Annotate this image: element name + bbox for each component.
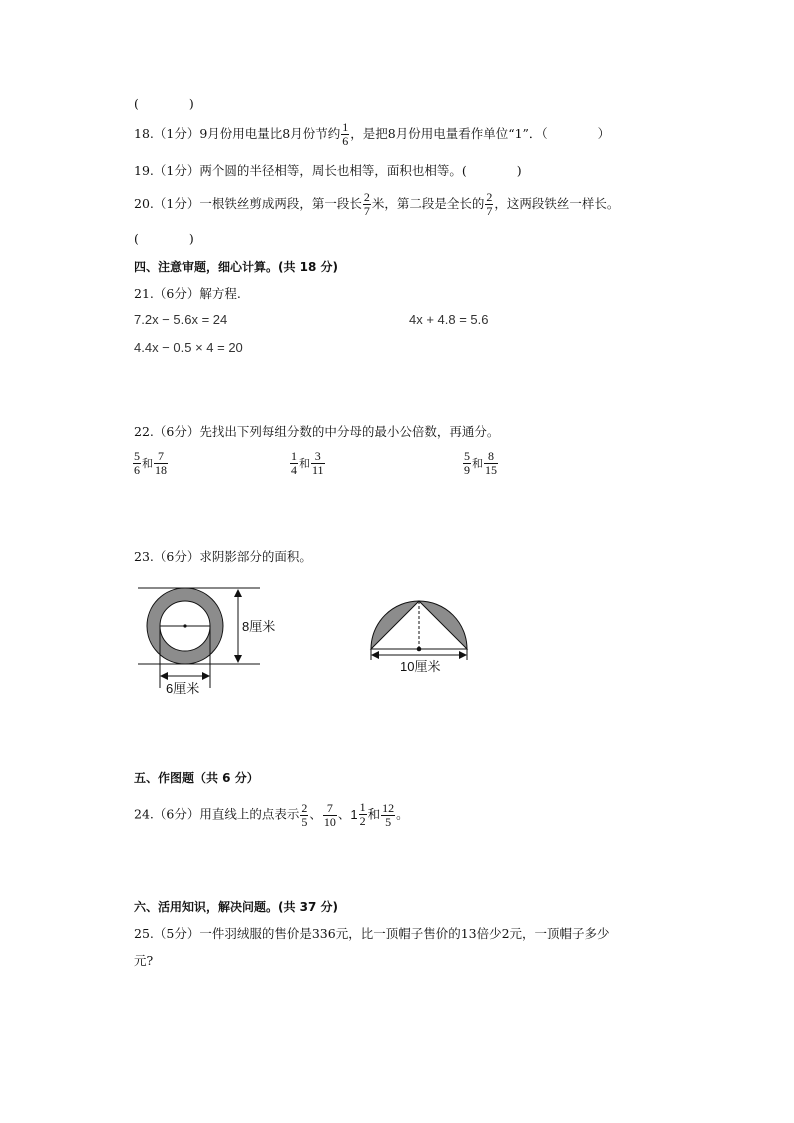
q20-f2-denominator: 7: [486, 204, 493, 218]
semicircle-center-dot: [417, 647, 422, 652]
q22-group-1: [132, 450, 169, 477]
q24-mixed-fraction: [359, 801, 367, 828]
q23-title: 23.（6分）求阴影部分的面积。: [134, 549, 312, 564]
arrow-left-icon: [160, 672, 168, 680]
q22-g3-b-numerator: 8: [484, 450, 498, 464]
arrow-up-icon: [234, 589, 242, 597]
q23-figure-semicircle: [362, 590, 482, 680]
q23-figure-ring: [130, 582, 290, 702]
q22-g1-b-numerator: 7: [154, 450, 168, 464]
q24-prefix: 24.（6分）用直线上的点表示: [134, 806, 300, 822]
semi-width-label: 10厘米: [400, 659, 441, 674]
q22-title: 22.（6分）先找出下列每组分数的中分母的最小公倍数，再通分。: [134, 424, 500, 439]
q21-equation-3: 4.4x − 0.5 × 4 = 20: [134, 340, 243, 355]
q22-g2-b-denominator: 11: [312, 463, 324, 477]
ring-height-label: 8厘米: [242, 619, 276, 634]
q18-frac-denominator: 6: [342, 134, 349, 148]
q21-equation-1: 7.2x − 5.6x = 24: [134, 312, 228, 327]
q24-fraction-1: [300, 802, 308, 829]
q24-fraction-3: [381, 802, 395, 829]
q22-g2-b-numerator: 3: [311, 450, 325, 464]
q22-g1-a-numerator: 5: [134, 449, 140, 463]
q24-sep-1: 、: [309, 806, 322, 822]
q22-g3-and: 和: [472, 457, 483, 470]
q24-fraction-2: [323, 802, 337, 829]
q20-suffix: ，这两段铁丝一样长。: [494, 196, 620, 211]
ring-width-label: 6厘米: [166, 681, 200, 696]
q24-and: 和: [367, 806, 381, 822]
q22-g2-and: 和: [299, 457, 310, 470]
q22-g3-b-denominator: 15: [485, 463, 497, 477]
question-20: [134, 191, 619, 218]
section-6-heading: 六、活用知识，解决问题。(共 37 分): [134, 900, 339, 914]
q24-f3-numerator: 12: [382, 800, 395, 815]
arrow-down-icon: [234, 655, 242, 663]
q21-title: 21.（6分）解方程.: [134, 286, 241, 301]
q22-g3-fraction-b: [484, 450, 498, 477]
q18-frac-numerator: 1: [342, 120, 349, 134]
section-4-heading: 四、注意审题，细心计算。(共 18 分): [134, 260, 339, 274]
q22-group-2: [289, 450, 326, 477]
q24-f1-numerator: 2: [301, 800, 308, 815]
q25-line-2: 元?: [134, 953, 154, 968]
q24-end: 。: [396, 806, 409, 822]
q22-g1-and: 和: [142, 457, 153, 470]
ring-center-dot: [183, 624, 186, 627]
q20-prefix: 20.（1分）一根铁丝剪成两段，第一段长: [134, 196, 362, 211]
q24-f2-numerator: 7: [323, 802, 337, 816]
q18-fraction: [341, 121, 349, 148]
q20-f1-numerator: 2: [363, 190, 370, 204]
q24-sep-2: 、: [337, 806, 351, 822]
q22-g1-fraction-b: [154, 450, 168, 477]
q20-f1-denominator: 7: [363, 204, 370, 218]
arrow-right-icon: [202, 672, 210, 680]
q24-mixed-whole: 1: [350, 806, 358, 822]
q24-mixed-denominator: 2: [359, 814, 366, 828]
q22-g2-a-numerator: 1: [291, 449, 297, 463]
q20-middle: 米，第二段是全长的: [371, 196, 485, 211]
q24-mixed-numerator: 1: [359, 800, 366, 814]
q25-line-1: 25.（5分）一件羽绒服的售价是336元，比一顶帽子售价的13倍少2元，一顶帽子多少: [134, 926, 610, 941]
q22-g3-fraction-a: [463, 450, 471, 477]
q20-fraction-1: [363, 191, 371, 218]
q22-g1-b-denominator: 18: [155, 463, 167, 477]
q24-f3-denominator: 5: [385, 814, 392, 829]
question-24: [134, 801, 409, 829]
q24-f1-denominator: 5: [301, 814, 308, 829]
question-18: [134, 121, 610, 148]
q20-f2-numerator: 2: [486, 190, 493, 204]
q22-group-3: [462, 450, 499, 477]
q18-suffix: ，是把8月份用电量看作单位“1”．（ ）: [350, 126, 611, 141]
q22-g2-a-denominator: 4: [291, 463, 297, 477]
question-19: 19.（1分）两个圆的半径相等，周长也相等，面积也相等。( ): [134, 163, 522, 178]
q20-answer-blank: ( ): [134, 231, 194, 246]
q22-g2-fraction-a: [290, 450, 298, 477]
section-5-heading: 五、作图题（共 6 分）: [134, 771, 259, 785]
q18-prefix: 18.（1分）9月份用电量比8月份节约: [134, 126, 341, 141]
arrow-left-icon: [371, 651, 379, 659]
q24-f2-denominator: 10: [323, 814, 336, 829]
q22-g3-a-numerator: 5: [464, 449, 470, 463]
q22-g3-a-denominator: 9: [464, 463, 470, 477]
q22-g1-fraction-a: [133, 450, 141, 477]
q17-answer-blank: ( ): [134, 96, 194, 111]
q20-fraction-2: [485, 191, 493, 218]
arrow-right-icon: [459, 651, 467, 659]
q22-g2-fraction-b: [311, 450, 325, 477]
q21-equation-2: 4x + 4.8 = 5.6: [409, 312, 489, 327]
q22-g1-a-denominator: 6: [134, 463, 140, 477]
q24-mixed-number: [350, 801, 367, 828]
